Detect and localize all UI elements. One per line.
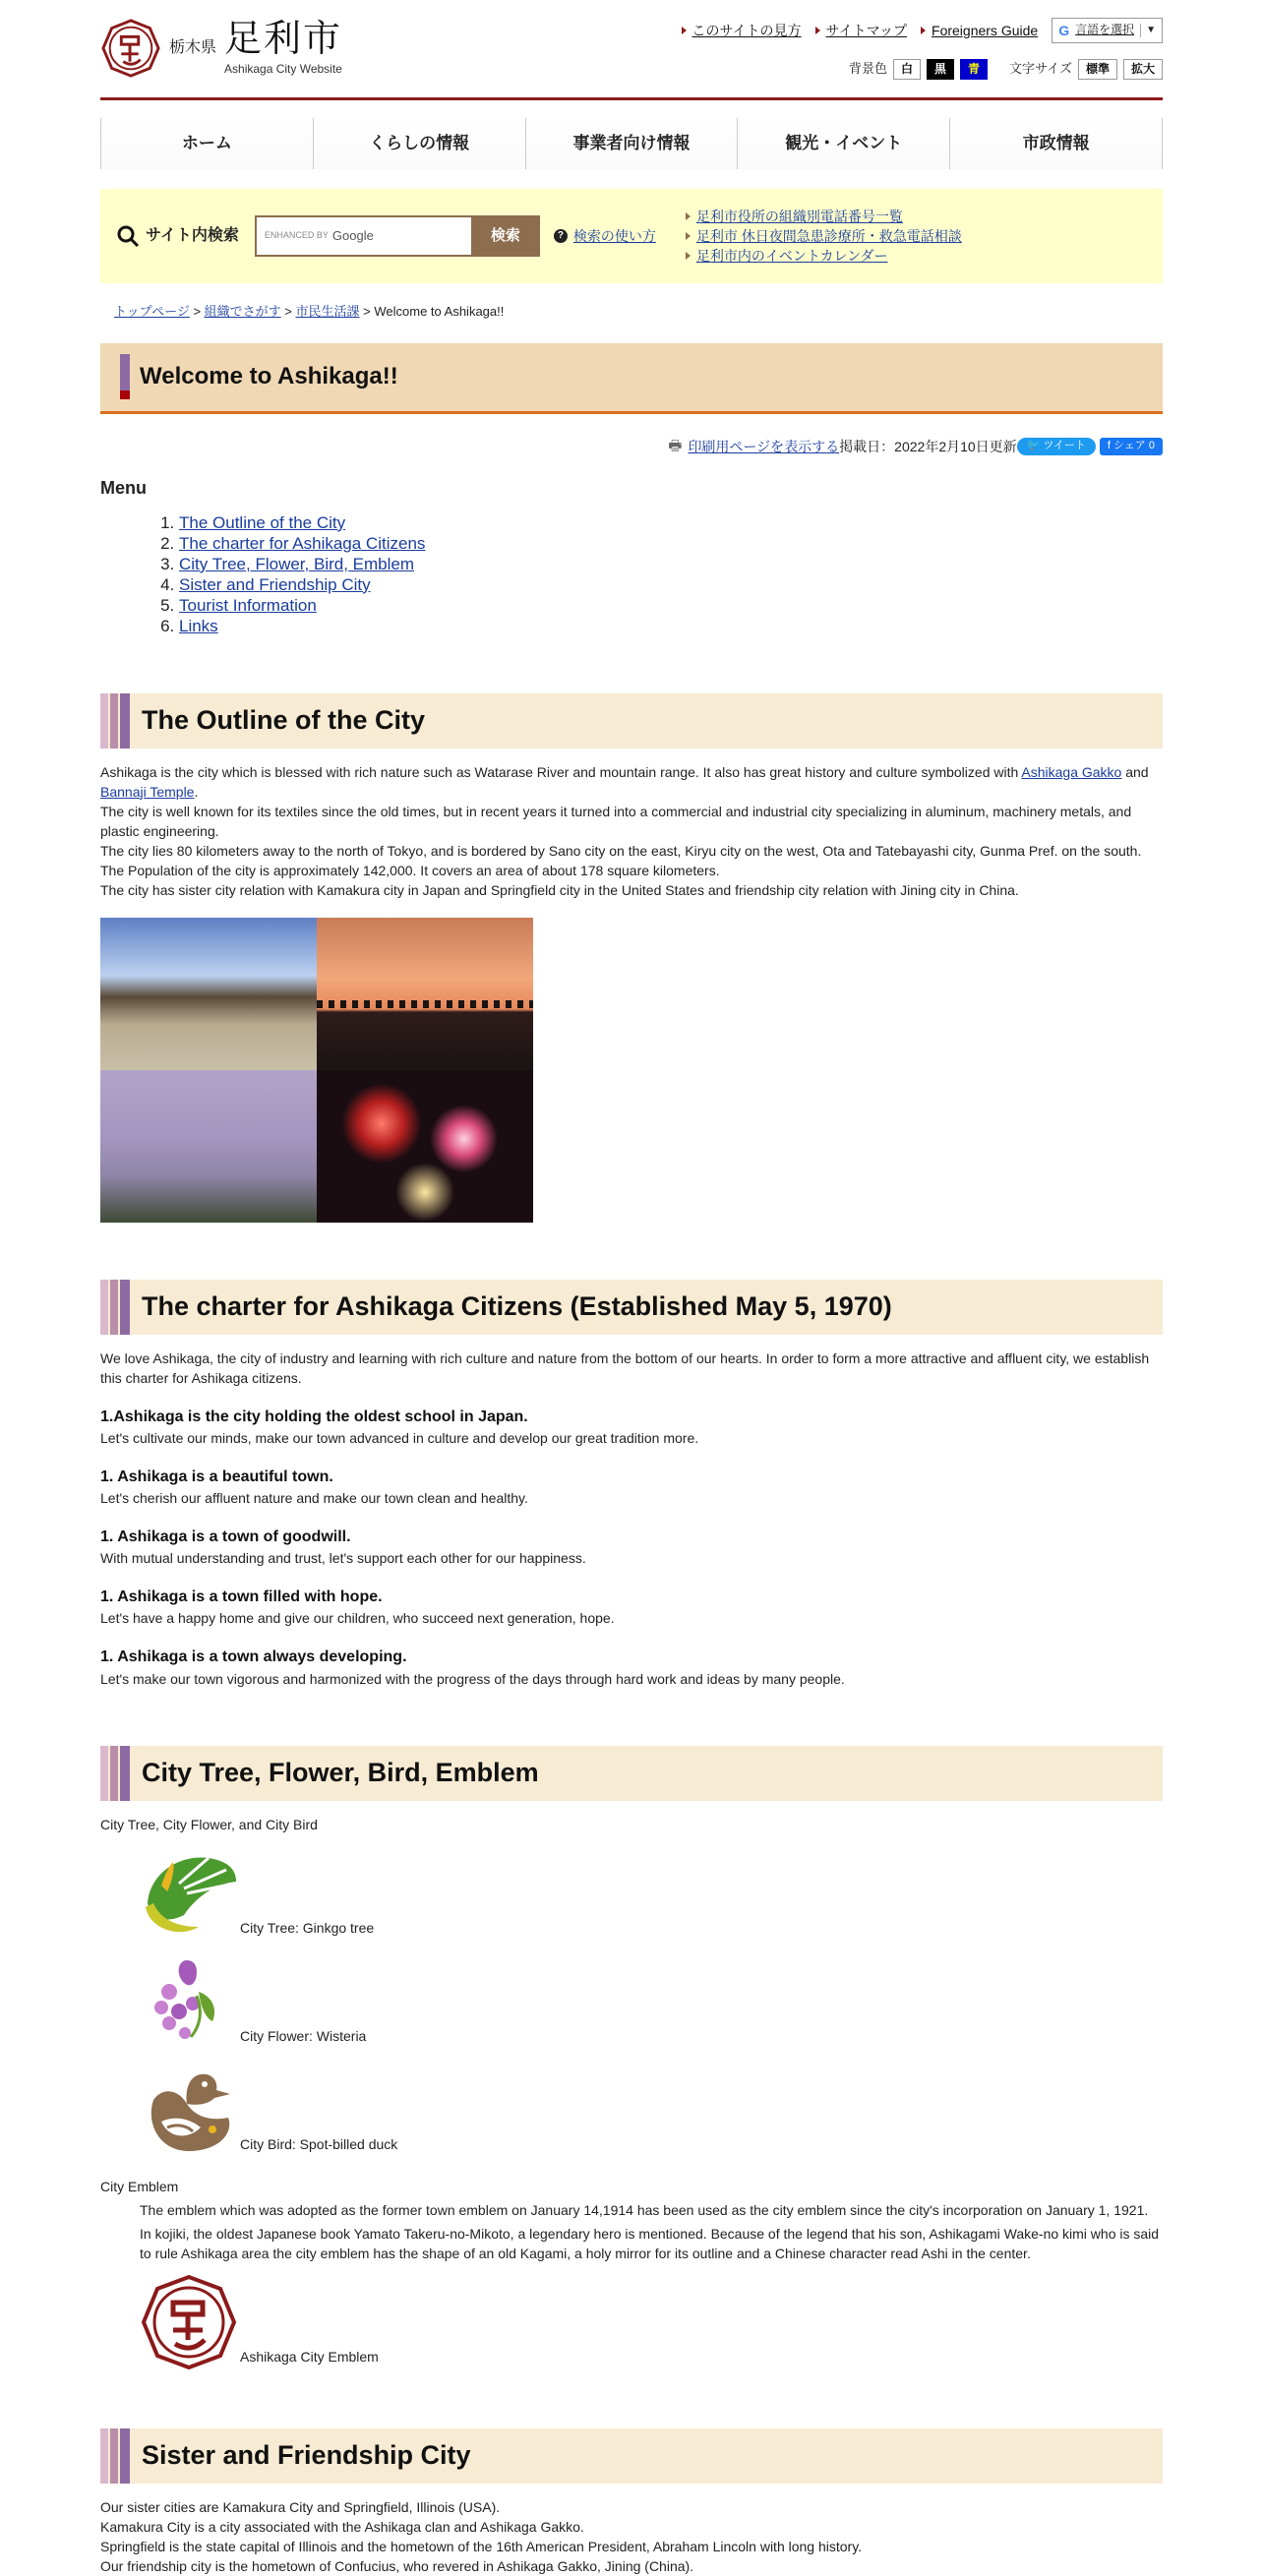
menu-list bbox=[179, 512, 1163, 636]
section-heading-symbols bbox=[100, 1746, 1163, 1801]
ginkgo-icon bbox=[140, 1844, 238, 1943]
search-input-placeholder: Google bbox=[331, 227, 374, 243]
list-item bbox=[179, 616, 1163, 636]
search-help-text[interactable]: 検索の使い方 bbox=[572, 227, 656, 244]
arrow-right-icon bbox=[921, 27, 926, 34]
list-item bbox=[179, 595, 1163, 616]
breadcrumb-department[interactable]: 市民生活課 bbox=[295, 304, 360, 319]
menu-link-sister[interactable]: Sister and Friendship City bbox=[179, 574, 371, 594]
bg-blue-button[interactable]: 青 bbox=[960, 59, 988, 80]
breadcrumb bbox=[100, 303, 1163, 322]
emblem-description-2: In kojiki, the oldest Japanese book Yamato Takeru-no-Mikoto, a legendary hero is mentioned. Because of the legend that his son, Ashikagami Wake-no kimi who is said to rule Ashikaga area the city emblem has the shape of an old Kagami, a holy mirror for its outline and a Chinese character read Ashi in the center. bbox=[140, 2225, 1160, 2261]
breadcrumb-sep: > bbox=[189, 304, 205, 319]
city-tree-label: City Tree: Ginkgo tree bbox=[240, 1920, 375, 1937]
facebook-share-button[interactable] bbox=[1100, 438, 1163, 455]
list-item bbox=[179, 554, 1163, 574]
symbols-intro: City Tree, City Flower, and City Bird bbox=[100, 1816, 318, 1832]
share-label: シェア 0 bbox=[1113, 439, 1155, 451]
font-large-button[interactable]: 拡大 bbox=[1123, 59, 1163, 80]
menu-link-outline[interactable]: The Outline of the City bbox=[179, 512, 346, 532]
search-button[interactable]: 検索 bbox=[471, 215, 540, 257]
outline-p5: The city has sister city relation with Kamakura city in Japan and Springfield city in the United States and friendship city relation with Jining city in China. bbox=[100, 881, 1019, 898]
charter-intro: We love Ashikaga, the city of industry and learning with rich culture and nature from the bottom of our hearts. In order to form a more attractive and affluent city, we establish this charter for Ashikaga citizens. bbox=[100, 1349, 1150, 1386]
site-search bbox=[100, 189, 1163, 283]
charter-item bbox=[100, 1586, 1163, 1628]
section-accent-bars bbox=[100, 1280, 132, 1335]
tweet-button[interactable] bbox=[1017, 438, 1096, 455]
charter-item-text: Let's make our town vigorous and harmonized with the progress of the days through hard work and ideas by many people. bbox=[100, 1670, 845, 1687]
section-title: Sister and Friendship City bbox=[142, 2440, 471, 2471]
charter-item-text: Let's cherish our affluent nature and make our town clean and healthy. bbox=[100, 1490, 528, 1507]
city-tree-row bbox=[140, 1844, 1163, 1943]
logo-subtitle: Ashikaga City Website bbox=[224, 62, 342, 77]
sister-line: Kamakura City is a city associated with the Ashikaga clan and Ashikaga Gakko. bbox=[100, 2518, 584, 2535]
breadcrumb-sep: > bbox=[280, 304, 296, 319]
menu-heading: Menu bbox=[100, 477, 147, 498]
emblem-title: City Emblem bbox=[100, 2178, 179, 2194]
breadcrumb-organization[interactable]: 組織でさがす bbox=[204, 304, 281, 319]
language-select-label: 言語を選択 bbox=[1075, 23, 1135, 37]
section-accent-bars bbox=[100, 693, 132, 749]
breadcrumb-current: Welcome to Ashikaga!! bbox=[374, 304, 505, 319]
search-icon bbox=[116, 224, 140, 248]
sister-line: Springfield is the state capital of Illinois and the hometown of the 16th American President, Abraham Lincoln with long history. bbox=[100, 2538, 863, 2554]
outline-p2: The city is well known for its textiles since the old times, but in recent years it turned into a commercial and industrial city specializing in aluminum, machinery metals, and plastic engineering. bbox=[100, 803, 1132, 839]
section-title: The charter for Ashikaga Citizens (Established May 5, 1970) bbox=[142, 1291, 892, 1322]
charter-item bbox=[100, 1646, 1163, 1688]
quick-link-emergency[interactable]: 足利市 休日夜間急患診療所・救急電話相談 bbox=[695, 228, 962, 244]
breadcrumb-sep: > bbox=[359, 304, 375, 319]
charter-item-title: 1. Ashikaga is a town filled with hope. bbox=[100, 1588, 383, 1606]
logo-prefecture: 栃木県 bbox=[169, 39, 217, 57]
bg-white-button[interactable]: 白 bbox=[893, 59, 921, 80]
charter-item-title: 1. Ashikaga is a town always developing. bbox=[100, 1648, 407, 1666]
breadcrumb-top[interactable]: トップページ bbox=[114, 304, 190, 319]
photo-ashikaga-gakko bbox=[100, 918, 317, 1070]
global-nav bbox=[100, 118, 1163, 169]
sister-text bbox=[100, 2497, 1163, 2576]
charter-item bbox=[100, 1526, 1163, 1568]
list-item bbox=[179, 574, 1163, 595]
nav-business[interactable]: 事業者向け情報 bbox=[526, 118, 739, 169]
quick-links bbox=[686, 207, 962, 266]
list-item bbox=[179, 533, 1163, 554]
facebook-icon: f bbox=[1107, 439, 1114, 451]
foreigners-guide-link[interactable]: Foreigners Guide bbox=[932, 23, 1039, 38]
menu-link-links[interactable]: Links bbox=[179, 616, 218, 635]
charter-item-text: With mutual understanding and trust, let's support each other for our happiness. bbox=[100, 1550, 586, 1567]
charter-item-text: Let's have a happy home and give our children, who succeed next generation, hope. bbox=[100, 1610, 615, 1627]
section-title: City Tree, Flower, Bird, Emblem bbox=[142, 1758, 539, 1788]
menu-link-charter[interactable]: The charter for Ashikaga Citizens bbox=[179, 533, 426, 553]
outline-text bbox=[100, 762, 1163, 900]
printer-icon: 🖶 bbox=[668, 437, 683, 454]
accessibility-tools bbox=[849, 59, 1163, 80]
dropdown-arrow-icon: ▼ bbox=[1140, 24, 1156, 38]
charter-item-title: 1.Ashikaga is the city holding the oldest school in Japan. bbox=[100, 1408, 528, 1425]
wisteria-icon bbox=[140, 1952, 238, 2051]
charter-item-text: Let's cultivate our minds, make our town advanced in culture and develop our great tradition more. bbox=[100, 1429, 699, 1446]
arrow-right-icon bbox=[686, 252, 691, 260]
font-standard-button[interactable]: 標準 bbox=[1078, 59, 1117, 80]
arrow-right-icon bbox=[686, 232, 691, 240]
outline-p1: Ashikaga is the city which is blessed with rich nature such as Watarase River and mountain range. It also has great history and culture symbolized with bbox=[100, 763, 1022, 780]
section-heading-charter bbox=[100, 1280, 1163, 1335]
section-title: The Outline of the City bbox=[142, 705, 425, 736]
city-flower-row bbox=[140, 1952, 1163, 2051]
updated-date: 掲載日：2022年2月10日更新 bbox=[839, 438, 1017, 454]
menu-link-symbols[interactable]: City Tree, Flower, Bird, Emblem bbox=[179, 554, 415, 573]
ashikaga-gakko-link[interactable]: Ashikaga Gakko bbox=[1021, 763, 1122, 780]
menu-link-tourist[interactable]: Tourist Information bbox=[179, 595, 317, 615]
charter-item bbox=[100, 1466, 1163, 1508]
photo-fireworks bbox=[317, 1070, 533, 1223]
help-icon: ? bbox=[554, 229, 568, 243]
section-accent-bars bbox=[100, 1746, 132, 1801]
outline-p3: The city lies 80 kilometers away to the north of Tokyo, and is bordered by Sano city on the east, Kiryu city on the west, Ota and Tatebayashi city, Gunma Pref. on the south. bbox=[100, 842, 1142, 859]
nav-living[interactable]: くらしの情報 bbox=[314, 118, 526, 169]
arrow-right-icon bbox=[815, 27, 820, 34]
charter-item-title: 1. Ashikaga is a beautiful town. bbox=[100, 1468, 333, 1485]
city-flower-label: City Flower: Wisteria bbox=[240, 2028, 367, 2045]
photo-wisteria bbox=[100, 1070, 317, 1223]
title-accent-bar bbox=[120, 354, 130, 399]
site-header bbox=[100, 0, 1163, 100]
print-page-link[interactable]: 印刷用ページを表示する bbox=[688, 438, 840, 454]
logo-city-name: 足利市 bbox=[224, 17, 343, 61]
search-input-prefix: ENHANCED BY bbox=[264, 230, 329, 241]
bannaji-temple-link[interactable]: Bannaji Temple bbox=[100, 783, 195, 800]
city-emblem-row bbox=[140, 2273, 1163, 2371]
charter-item bbox=[100, 1406, 1163, 1448]
twitter-icon: 🐦 bbox=[1026, 439, 1044, 451]
sister-line: Our friendship city is the hometown of Confucius, who revered in Ashikaga Gakko, Jining (China). bbox=[100, 2557, 694, 2574]
sister-line: Our sister cities are Kamakura City and Springfield, Illinois (USA). bbox=[100, 2498, 501, 2515]
search-input[interactable] bbox=[255, 215, 471, 257]
tweet-label: ツイート bbox=[1043, 439, 1086, 451]
search-label-text: サイト内検索 bbox=[146, 227, 239, 245]
quick-link-phone[interactable]: 足利市役所の組織別電話番号一覧 bbox=[695, 209, 903, 224]
bg-color-label: 背景色 bbox=[848, 61, 887, 77]
arrow-right-icon bbox=[682, 27, 687, 34]
page-meta bbox=[100, 436, 1163, 457]
emblem-description-1: The emblem which was adopted as the former town emblem on January 14,1914 has been used as the city emblem since the city's incorporation on January 1, 1921. bbox=[140, 2201, 1149, 2218]
site-logo[interactable] bbox=[100, 18, 342, 79]
quick-link-events[interactable]: 足利市内のイベントカレンダー bbox=[695, 248, 888, 264]
font-size-label: 文字サイズ bbox=[1009, 61, 1072, 77]
city-bird-label: City Bird: Spot-billed duck bbox=[240, 2136, 398, 2153]
page-title-bar bbox=[100, 343, 1163, 414]
nav-home[interactable]: ホーム bbox=[101, 118, 314, 169]
photo-river-sunset bbox=[317, 918, 533, 1070]
google-icon: G bbox=[1058, 23, 1070, 38]
list-item bbox=[179, 512, 1163, 533]
charter-item-title: 1. Ashikaga is a town of goodwill. bbox=[100, 1528, 351, 1546]
bg-black-button[interactable]: 黒 bbox=[927, 59, 954, 80]
outline-p4: The Population of the city is approximately 142,000. It covers an area of about 178 square kilometers. bbox=[100, 862, 720, 878]
city-photo-collage bbox=[100, 918, 533, 1223]
arrow-right-icon bbox=[686, 212, 691, 220]
page-title: Welcome to Ashikaga!! bbox=[140, 362, 398, 389]
city-bird-row bbox=[140, 2061, 1163, 2159]
city-emblem-icon bbox=[100, 18, 161, 79]
language-select-button[interactable] bbox=[1052, 18, 1163, 43]
outline-p1-and: and bbox=[1121, 763, 1149, 780]
search-help-link[interactable] bbox=[554, 226, 656, 246]
city-emblem-label: Ashikaga City Emblem bbox=[240, 2349, 379, 2366]
section-accent-bars bbox=[100, 2428, 132, 2484]
header-links bbox=[682, 18, 1163, 43]
nav-city-info[interactable]: 市政情報 bbox=[950, 118, 1163, 169]
section-heading-sister bbox=[100, 2428, 1163, 2484]
duck-icon bbox=[140, 2061, 238, 2159]
outline-p1-end: . bbox=[194, 783, 199, 800]
search-label bbox=[116, 224, 239, 248]
nav-tourism[interactable]: 観光・イベント bbox=[738, 118, 950, 169]
city-emblem-icon bbox=[140, 2273, 238, 2371]
site-guide-link[interactable]: このサイトの見方 bbox=[692, 23, 802, 38]
section-heading-outline bbox=[100, 693, 1163, 749]
sitemap-link[interactable]: サイトマップ bbox=[825, 23, 908, 38]
